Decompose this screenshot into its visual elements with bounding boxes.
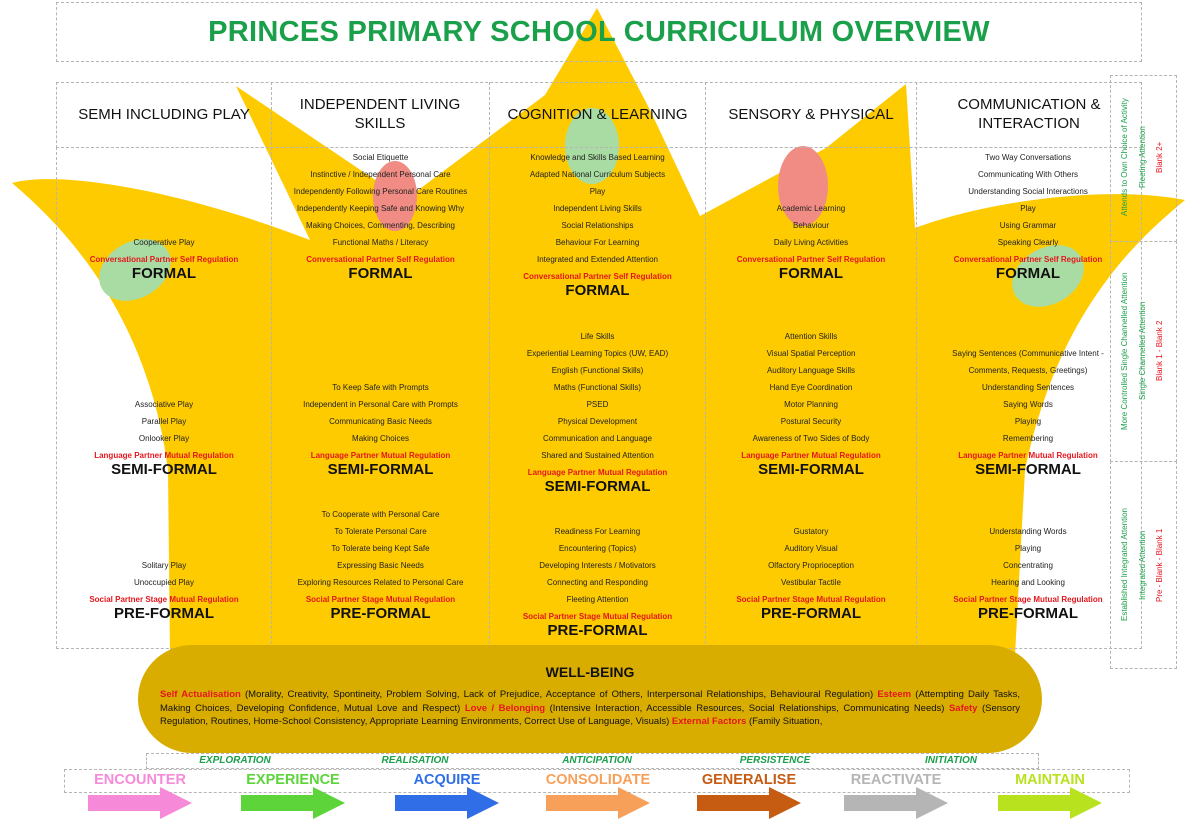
regulation-text: Conversational Partner Self Regulation: [89, 255, 239, 264]
item-text: To Keep Safe with Prompts: [332, 383, 429, 392]
level-label-semi: SEMI-FORMAL: [544, 478, 651, 495]
item-text: Making Choices, Commenting, Describing: [306, 221, 455, 230]
item-text: Connecting and Responding: [547, 578, 648, 587]
level-label-formal: FORMAL: [348, 265, 413, 282]
stage-arrow-generalise: [697, 787, 801, 819]
item-text: Playing: [1014, 544, 1042, 553]
item-text: Hearing and Looking: [991, 578, 1065, 587]
level-label-formal: FORMAL: [131, 265, 197, 282]
side-mid-a: More Controlled Single Channelled Attention: [1120, 272, 1129, 430]
item-text: Play: [1020, 204, 1036, 213]
wb-safety: Safety: [948, 702, 978, 714]
item-text: Communicating Basic Needs: [329, 417, 432, 426]
item-text: To Cooperate with Personal Care: [321, 510, 440, 519]
item-text: Functional Maths / Literacy: [332, 238, 429, 247]
side-top-c: Blank 2+: [1155, 141, 1164, 174]
level-label-semi: SEMI-FORMAL: [111, 461, 217, 478]
item-text: Comments, Requests, Greetings): [968, 366, 1088, 375]
side-bot-b: Integrated Attention: [1138, 530, 1147, 600]
item-text: Auditory Language Skills: [766, 366, 856, 375]
item-text: Concentrating: [1003, 561, 1053, 570]
item-text: Auditory Visual: [784, 544, 838, 553]
item-text: Solitary Play: [141, 561, 187, 570]
phase-initiation: INITIATION: [924, 755, 978, 766]
level-label-pre: PRE-FORMAL: [978, 605, 1078, 622]
wb-love-belonging: Love / Belonging: [464, 702, 546, 714]
regulation-text: Language Partner Mutual Regulation: [527, 468, 668, 477]
stage-label-consolidate: CONSOLIDATE: [545, 772, 651, 788]
level-label-formal: FORMAL: [778, 265, 844, 282]
item-text: To Tolerate Personal Care: [334, 527, 427, 536]
item-text: Saying Sentences (Communicative Intent -: [952, 349, 1104, 358]
stage-arrow-experience: [241, 787, 345, 819]
item-text: Playing: [1014, 417, 1042, 426]
wb-self-actualisation: Self Actualisation: [160, 689, 241, 700]
phase-persistence: PERSISTENCE: [739, 755, 811, 766]
heading-ils: INDEPENDENT LIVING SKILLS: [299, 96, 461, 132]
wb-external-factors: External Factors: [671, 716, 747, 728]
item-text: To Tolerate being Kept Safe: [331, 544, 430, 553]
regulation-text: Conversational Partner Self Regulation: [306, 255, 455, 264]
item-text: Two Way Conversations: [985, 153, 1071, 162]
item-text: Maths (Functional Skills): [553, 383, 642, 392]
item-text: Onlooker Play: [138, 434, 190, 443]
item-text: Olfactory Proprioception: [768, 561, 854, 570]
item-text: Independently Following Personal Care Routines: [293, 187, 468, 196]
wb-esteem: Esteem: [877, 689, 912, 700]
item-text: Postural Security: [780, 417, 842, 426]
item-text: PSED: [586, 400, 609, 409]
item-text: Saying Words: [1003, 400, 1053, 409]
regulation-text: Social Partner Stage Mutual Regulation: [953, 595, 1103, 604]
regulation-text: Language Partner Mutual Regulation: [310, 451, 451, 460]
item-text: Hand Eye Coordination: [769, 383, 853, 392]
item-text: Play: [589, 187, 606, 196]
item-text: Shared and Sustained Attention: [541, 451, 654, 460]
item-text: Parallel Play: [141, 417, 187, 426]
item-text: Making Choices: [352, 434, 409, 443]
level-label-formal: FORMAL: [995, 265, 1061, 282]
level-label-semi: SEMI-FORMAL: [327, 461, 434, 478]
level-label-formal: FORMAL: [565, 282, 630, 299]
item-text: Communicating With Others: [977, 170, 1079, 179]
level-label-semi: SEMI-FORMAL: [758, 461, 864, 478]
item-text: Daily Living Activities: [773, 238, 849, 247]
heading-semh: SEMH INCLUDING PLAY: [78, 105, 250, 123]
item-text: Instinctive / Independent Personal Care: [310, 170, 451, 179]
regulation-text: Language Partner Mutual Regulation: [741, 451, 881, 460]
side-mid-b: Single Channelled Attention: [1138, 301, 1147, 401]
item-text: Visual Spatial Perception: [766, 349, 856, 358]
regulation-text: Social Partner Stage Mutual Regulation: [305, 595, 456, 604]
stage-arrow-encounter: [88, 787, 192, 819]
phase-realisation: REALISATION: [381, 755, 449, 766]
stage-arrow-reactivate: [844, 787, 948, 819]
item-text: Experiential Learning Topics (UW, EAD): [526, 349, 669, 358]
item-text: Cooperative Play: [133, 238, 195, 247]
wb-text-3: (Intensive Interaction, Accessible Resources, Social Relationships, Communicating Needs): [545, 702, 949, 714]
item-text: Knowledge and Skills Based Learning: [530, 153, 665, 162]
level-label-pre: PRE-FORMAL: [114, 605, 214, 622]
item-text: Independently Keeping Safe and Knowing Why: [296, 204, 465, 213]
level-label-pre: PRE-FORMAL: [761, 605, 861, 622]
regulation-text: Language Partner Mutual Regulation: [958, 451, 1098, 460]
item-text: Life Skills: [580, 332, 615, 341]
side-mid-c: Blank 1 - Blank 2: [1155, 320, 1164, 382]
stage-label-reactivate: REACTIVATE: [850, 772, 942, 788]
stage-label-acquire: ACQUIRE: [413, 772, 481, 788]
item-text: Integrated and Extended Attention: [537, 255, 658, 264]
item-text: Social Relationships: [561, 221, 634, 230]
side-bot-c: Pre - Blank - Blank 1: [1155, 528, 1164, 602]
wb-text-5: (Family Situation,: [746, 716, 823, 728]
level-label-semi: SEMI-FORMAL: [975, 461, 1081, 478]
regulation-text: Social Partner Stage Mutual Regulation: [736, 595, 886, 604]
side-bot-a: Established Integrated Attention: [1120, 508, 1129, 622]
stage-arrow-acquire: [395, 787, 499, 819]
wb-text-1: (Morality, Creativity, Spontineity, Problem Solving, Lack of Prejudice, Acceptance of Others, Interpersonal Relationships, Behavioural Regulation): [240, 689, 878, 700]
item-text: Vestibular Tactile: [781, 578, 841, 587]
item-text: Using Grammar: [999, 221, 1057, 230]
item-text: Adapted National Curriculum Subjects: [529, 170, 666, 179]
item-text: Associative Play: [134, 400, 194, 409]
regulation-text: Conversational Partner Self Regulation: [736, 255, 886, 264]
item-text: Attention Skills: [784, 332, 838, 341]
side-top-a: Attends to Own Choice of Activity: [1120, 98, 1129, 217]
item-text: Independent in Personal Care with Prompts: [303, 400, 458, 409]
stage-label-experience: EXPERIENCE: [246, 772, 340, 788]
item-text: Understanding Social Interactions: [968, 187, 1088, 196]
item-text: Behaviour For Learning: [555, 238, 640, 247]
item-text: Academic Learning: [776, 204, 846, 213]
stage-label-generalise: GENERALISE: [701, 772, 797, 788]
wb-text-4: (Sensory Regulation, Routines, Home-School Consistency, Appropriate Learning Environments, Correct Use of Language, Visuals): [160, 702, 1020, 728]
phase-anticipation: ANTICIPATION: [562, 755, 632, 766]
stage-arrow-consolidate: [546, 787, 650, 819]
item-text: Remembering: [1002, 434, 1054, 443]
item-text: Social Etiquette: [352, 153, 409, 162]
item-text: Independent Living Skills: [553, 204, 642, 213]
heading-cognition: COGNITION & LEARNING: [507, 105, 688, 123]
regulation-text: Conversational Partner Self Regulation: [953, 255, 1103, 264]
item-text: Awareness of Two Sides of Body: [752, 434, 870, 443]
item-text: Expressing Basic Needs: [337, 561, 424, 570]
heading-sensory: SENSORY & PHYSICAL: [728, 105, 894, 123]
wellbeing-title: WELL-BEING: [545, 664, 635, 680]
item-text: Encountering (Topics): [558, 544, 637, 553]
regulation-text: Social Partner Stage Mutual Regulation: [522, 612, 673, 621]
level-label-pre: PRE-FORMAL: [547, 622, 648, 639]
item-text: Understanding Sentences: [981, 383, 1075, 392]
item-text: Understanding Words: [989, 527, 1067, 536]
page-title: PRINCES PRIMARY SCHOOL CURRICULUM OVERVIEW: [56, 2, 1142, 62]
item-text: Communication and Language: [543, 434, 652, 443]
item-text: Unoccupied Play: [133, 578, 195, 587]
wb-text-2: (Attempting Daily Tasks, Making Choices, Developing Confidence, Mutual Love and Respect): [160, 689, 1020, 714]
item-text: Gustatory: [793, 527, 829, 536]
side-top-b: Fleeting Attention: [1138, 126, 1147, 189]
phase-exploration: EXPLORATION: [199, 755, 271, 766]
item-text: Motor Planning: [784, 400, 838, 409]
item-text: Physical Development: [557, 417, 638, 426]
level-label-pre: PRE-FORMAL: [330, 605, 431, 622]
regulation-text: Language Partner Mutual Regulation: [94, 451, 234, 460]
stage-arrow-maintain: [998, 787, 1102, 819]
item-text: Fleeting Attention: [566, 595, 629, 604]
regulation-text: Conversational Partner Self Regulation: [523, 272, 672, 281]
regulation-text: Social Partner Stage Mutual Regulation: [89, 595, 239, 604]
item-text: Developing Interests / Motivators: [539, 561, 656, 570]
heading-communication: COMMUNICATION & INTERACTION: [957, 96, 1101, 132]
stage-label-encounter: ENCOUNTER: [94, 772, 186, 788]
item-text: English (Functional Skills): [551, 366, 644, 375]
stage-label-maintain: MAINTAIN: [1015, 772, 1085, 788]
item-text: Speaking Clearly: [997, 238, 1059, 247]
item-text: Exploring Resources Related to Personal Care: [297, 578, 464, 587]
item-text: Behaviour: [792, 221, 830, 230]
item-text: Readiness For Learning: [554, 527, 641, 536]
